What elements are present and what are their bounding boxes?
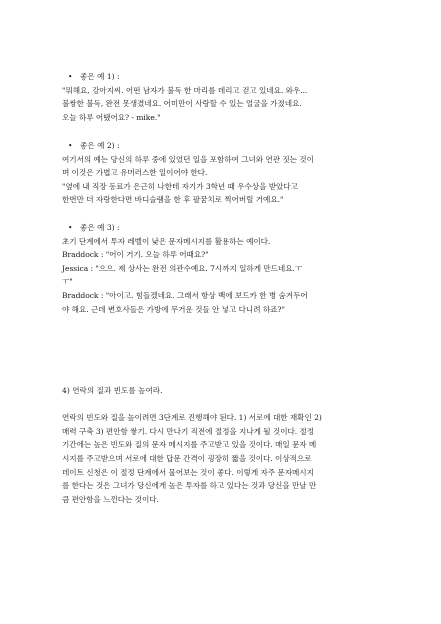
example-2-title: 좋은 예 2) :: [80, 141, 120, 150]
example-3-line: Braddock : "어이 거기. 오늘 하루 어때요?": [62, 250, 209, 260]
bullet-icon: •: [68, 223, 73, 232]
example-2-line: 며 이것은 가볍고 유머러스한 일이어야 한다.: [62, 168, 208, 178]
example-3-line: 야 해요. 근데 변호사들은 가방에 무거운 것들 안 넣고 다니려 하죠?": [62, 304, 285, 314]
example-3-line: ㅜ": [62, 277, 73, 287]
example-2-line: 한번만 더 자랑한다면 바디슬램을 한 후 팔꿈치로 찍어버릴 거예요.": [62, 195, 284, 205]
example-3-heading: [62, 221, 392, 235]
example-3-title: 좋은 예 3) :: [80, 223, 120, 232]
example-1-title: 좋은 예 1) :: [80, 72, 120, 81]
example-3-line: Braddock : "아이고. 힘들겠네요. 그래서 항상 백에 보드카 한 병 숨겨두어: [62, 290, 308, 300]
bullet-icon: •: [68, 141, 73, 150]
section-4-line: 연락의 빈도와 질을 높이려면 3단계로 진행해야 된다. 1) 서로에 대한 재확인 2): [62, 413, 322, 423]
example-2-block: [62, 139, 392, 207]
example-1-block: [62, 70, 392, 124]
example-2-line: 여기서의 예는 당신의 하루 중에 있었던 일을 포함하여 그녀와 연관 짓는 것이: [62, 154, 314, 164]
example-1-heading: [62, 70, 392, 84]
example-1-line: 오늘 하루 어땠어요? - mike.": [62, 112, 161, 122]
section-4-line: 시지를 주고받으며 서로에 대한 답문 간격이 굉장히 짧을 것이다. 이상적으로: [62, 453, 312, 463]
example-3-line: Jessica : "으으. 제 상사는 완전 의관수예요. 7시까지 일하게 만드네요.ㅜ: [62, 263, 303, 273]
section-4-block: [62, 384, 392, 506]
section-4-line: 기간에는 높은 빈도와 질의 문자 메시지를 주고받고 있을 것이다. 매일 문자 메: [62, 440, 317, 450]
section-4-line: 를 한다는 것은 그녀가 당신에게 높은 투자를 하고 있다는 것과 당신을 만날 만: [62, 481, 317, 491]
section-4-line: 매력 구축 3) 편안함 쌓기. 다시 만나기 직전에 절정을 지나게 될 것이다. 절정: [62, 426, 315, 436]
section-4-line: 데이트 신청은 이 절정 단계에서 물어보는 것이 좋다. 이렇게 자주 문자메시지: [62, 467, 314, 477]
example-1-line: 불쌍한 불독, 완전 못생겼네요. 어미만이 사랑할 수 있는 얼굴을 가졌네요.: [62, 99, 302, 109]
section-4-heading: 4) 연락의 질과 빈도를 높여라.: [62, 386, 163, 395]
section-4-line: 큼 편안함을 느낀다는 것이다.: [62, 494, 159, 504]
bullet-icon: •: [68, 72, 73, 81]
example-3-block: [62, 221, 392, 316]
example-3-line: 초기 단계에서 투자 레벨이 낮은 문자메시지를 활용하는 예이다.: [62, 236, 271, 246]
example-1-line: "뭐해요, 강아지씨. 어떤 남자가 불독 한 마리를 데리고 걷고 있네요. 와우...: [62, 85, 308, 95]
example-2-heading: [62, 139, 392, 153]
example-2-line: "옆에 내 직장 동료가 은근히 나한테 자기가 3학년 때 우수상을 받았다고: [62, 181, 298, 191]
